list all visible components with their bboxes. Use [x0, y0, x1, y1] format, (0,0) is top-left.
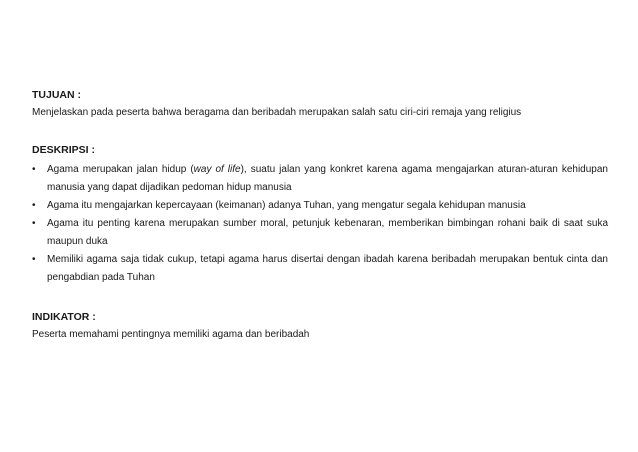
deskripsi-item-3 — [32, 215, 608, 251]
deskripsi-item-1-before: Agama merupakan jalan hidup ( — [47, 164, 194, 175]
document-page — [32, 88, 608, 342]
deskripsi-item-1 — [32, 161, 608, 197]
deskripsi-item-2-text: Agama itu mengajarkan kepercayaan (keimanan) adanya Tuhan, yang mengatur segala kehidupan manusia — [47, 200, 526, 211]
indikator-text: Peserta memahami pentingnya memiliki agama dan beribadah — [32, 329, 310, 340]
tujuan-heading: TUJUAN : — [32, 89, 81, 101]
deskripsi-item-4-text: Memiliki agama saja tidak cukup, tetapi agama harus disertai dengan ibadah karena beribadah merupakan bentuk cinta dan pengabdian pada Tuhan — [47, 254, 608, 283]
tujuan-text: Menjelaskan pada peserta bahwa beragama dan beribadah merupakan salah satu ciri-ciri remaja yang religius — [32, 107, 522, 118]
bullet-icon: • — [32, 164, 36, 175]
deskripsi-item-3-text: Agama itu penting karena merupakan sumber moral, petunjuk kebenaran, memberikan bimbingan rohani baik di saat suka maupun duka — [47, 218, 608, 247]
bullet-icon: • — [32, 254, 36, 265]
deskripsi-section — [32, 143, 608, 287]
deskripsi-heading: DESKRIPSI : — [32, 144, 96, 156]
deskripsi-item-4 — [32, 251, 608, 287]
bullet-icon: • — [32, 218, 36, 229]
bullet-icon: • — [32, 200, 36, 211]
deskripsi-item-2 — [32, 197, 608, 215]
tujuan-section — [32, 88, 608, 120]
deskripsi-item-1-italic: way of life — [193, 164, 241, 175]
indikator-section — [32, 310, 608, 342]
deskripsi-item-1-after: ), suatu jalan yang konkret karena agama mengajarkan aturan-aturan kehidupan manusia yang dapat dijadikan pedoman hidup manusia — [47, 164, 608, 193]
indikator-heading: INDIKATOR : — [32, 311, 96, 323]
deskripsi-list — [32, 161, 608, 287]
